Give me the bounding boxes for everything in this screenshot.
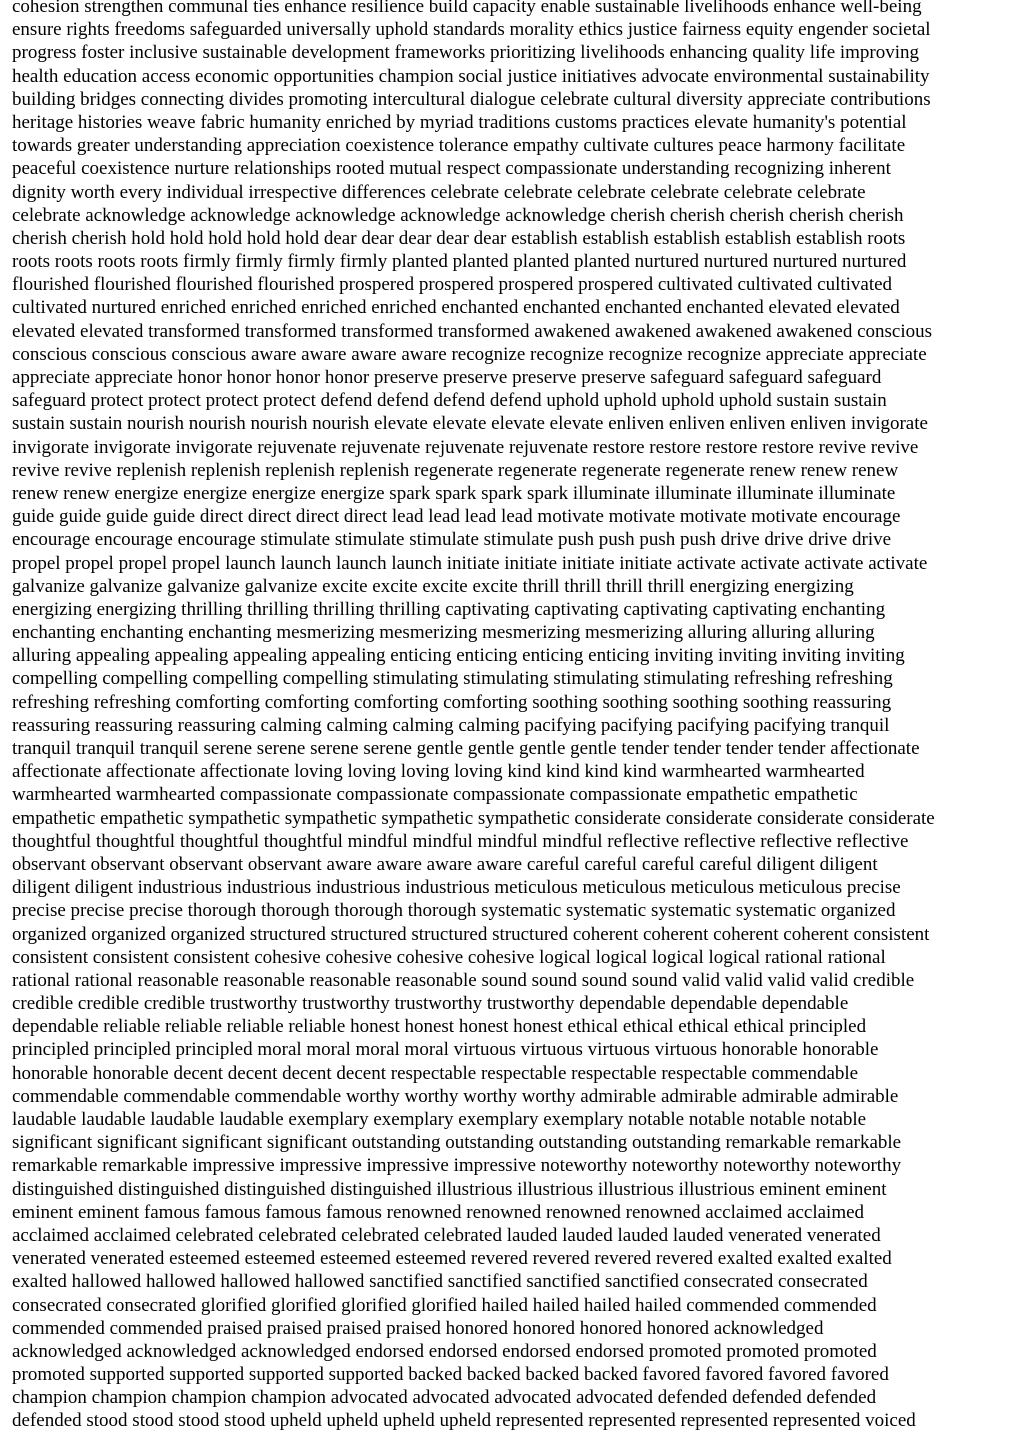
text-line: observant observant observant observant aware aware aware aware careful careful careful careful diligent diligent [12, 853, 878, 875]
text-line: credible credible credible trustworthy trustworthy trustworthy trustworthy dependable dependable dependable [12, 993, 849, 1015]
text-line: ensure rights freedoms safeguarded universally uphold standards morality ethics justice fairness equity engender societal [12, 19, 931, 41]
text-line: acclaimed acclaimed celebrated celebrated celebrated celebrated lauded lauded lauded lauded venerated venerated [12, 1224, 881, 1246]
text-line: warmhearted warmhearted compassionate compassionate compassionate compassionate empathetic empathetic [12, 784, 858, 806]
text-line: remarkable remarkable impressive impressive impressive impressive noteworthy noteworthy noteworthy noteworthy [12, 1155, 902, 1177]
text-line: compelling compelling compelling compelling stimulating stimulating stimulating stimulating refreshing refreshing [12, 668, 893, 690]
text-line: acknowledged acknowledged acknowledged endorsed endorsed endorsed endorsed promoted promoted promoted [12, 1340, 877, 1362]
text-line: defended stood stood stood stood upheld upheld upheld upheld represented represented represented represented voiced [12, 1410, 916, 1432]
text-line: affectionate affectionate affectionate loving loving loving loving kind kind kind kind warmhearted warmhearted [12, 761, 865, 783]
text-line: commended commended praised praised praised praised honored honored honored honored acknowledged [12, 1317, 824, 1339]
text-line: appreciate appreciate honor honor honor honor preserve preserve preserve preserve safeguard safeguard safeguard [12, 367, 882, 388]
text-line: refreshing refreshing comforting comforting comforting comforting soothing soothing soothing soothing reassuring [12, 691, 892, 713]
text-line: diligent diligent industrious industrious industrious industrious meticulous meticulous meticulous meticulous precise [12, 877, 901, 899]
text-line: empathetic empathetic sympathetic sympathetic sympathetic sympathetic considerate considerate considerate considerate [12, 807, 935, 829]
text-line: significant significant significant significant outstanding outstanding outstanding outstanding remarkable remarkable [12, 1132, 902, 1154]
text-line: principled principled principled moral moral moral moral virtuous virtuous virtuous virtuous honorable honorable [12, 1039, 879, 1061]
text-line: distinguished distinguished distinguished distinguished illustrious illustrious illustrious illustrious eminent eminent [12, 1178, 887, 1200]
text-line: invigorate invigorate invigorate rejuvenate rejuvenate rejuvenate rejuvenate restore restore restore restore revive revive [12, 436, 919, 458]
text-line: guide guide guide guide direct direct direct direct lead lead lead lead motivate motivate motivate motivate encourage [12, 506, 901, 528]
text-line: health education access economic opportunities champion social justice initiatives advocate environmental sustainability [12, 65, 930, 87]
text-line: safeguard protect protect protect protect defend defend defend defend uphold uphold uphold uphold sustain sustain [12, 390, 887, 412]
text-line: cherish cherish hold hold hold hold hold dear dear dear dear dear establish establish establish establish establish roots [12, 227, 906, 249]
text-line: eminent eminent famous famous famous famous renowned renowned renowned renowned acclaimed acclaimed [12, 1201, 865, 1223]
text-line: energizing energizing thrilling thrilling thrilling thrilling captivating captivating captivating captivating enchanting [12, 598, 886, 620]
text-line: peaceful coexistence nurture relationships rooted mutual respect compassionate understanding recognizing inherent [12, 158, 891, 180]
text-line: encourage encourage encourage stimulate stimulate stimulate stimulate push push push push drive drive drive drive [12, 529, 892, 551]
text-line: galvanize galvanize galvanize galvanize excite excite excite excite thrill thrill thrill thrill energizing energizing [12, 575, 854, 597]
text-line: sustain sustain nourish nourish nourish nourish elevate elevate elevate elevate enliven enliven enliven enliven invigorate [12, 413, 928, 435]
text-line: alluring appealing appealing appealing appealing enticing enticing enticing enticing inviting inviting inviting inviting [12, 645, 905, 667]
text-line: heritage histories weave fabric humanity enriched by myriad traditions customs practices elevate humanity's potential [12, 111, 907, 133]
text-line: roots roots roots roots firmly firmly firmly firmly planted planted planted planted nurtured nurtured nurtured nurtured [12, 251, 907, 273]
text-line: cohesion strengthen communal ties enhance resilience build capacity enable sustainable livelihoods enhance well-being [12, 0, 922, 17]
text-line: laudable laudable laudable laudable exemplary exemplary exemplary exemplary notable notable notable notable [12, 1109, 867, 1130]
text-line: reassuring reassuring reassuring calming calming calming calming pacifying pacifying pacifying pacifying tranquil [12, 714, 890, 736]
text-line: cultivated nurtured enriched enriched enriched enriched enchanted enchanted enchanted enchanted elevated elevated [12, 297, 900, 319]
text-line: promoted supported supported supported supported backed backed backed backed favored favored favored favored [12, 1364, 889, 1386]
text-line: flourished flourished flourished flourished prospered prospered prospered prospered cultivated cultivated cultivated [12, 274, 893, 296]
text-line: celebrate acknowledge acknowledge acknowledge acknowledge acknowledge cherish cherish cherish cherish cherish [12, 204, 904, 226]
text-line: precise precise precise thorough thorough thorough thorough systematic systematic systematic systematic organized [12, 900, 896, 922]
text-line: enchanting enchanting enchanting mesmerizing mesmerizing mesmerizing mesmerizing alluring alluring alluring [12, 622, 875, 644]
text-line: elevated elevated transformed transformed transformed transformed awakened awakened awakened awakened conscious [12, 320, 933, 342]
text-line: dependable reliable reliable reliable reliable honest honest honest honest ethical ethical ethical ethical principled [12, 1016, 867, 1038]
text-line: tranquil tranquil tranquil serene serene serene serene gentle gentle gentle gentle tender tender tender tender affectionate [12, 738, 920, 759]
text-line: propel propel propel propel launch launch launch launch initiate initiate initiate initiate activate activate activate activate [12, 552, 928, 574]
text-line: champion champion champion champion advocated advocated advocated advocated defended defended defended [12, 1387, 877, 1409]
text-line: conscious conscious conscious aware aware aware aware recognize recognize recognize recognize appreciate appreciate [12, 343, 927, 365]
text-line: exalted hallowed hallowed hallowed hallowed sanctified sanctified sanctified sanctified consecrated consecrated [12, 1271, 868, 1293]
text-line: building bridges connecting divides promoting intercultural dialogue celebrate cultural diversity appreciate contributions [12, 88, 931, 110]
text-line: organized organized organized structured structured structured structured coherent coherent coherent coherent consistent [12, 923, 930, 945]
text-line: revive revive replenish replenish replenish replenish regenerate regenerate regenerate regenerate renew renew renew [12, 459, 899, 481]
text-line: honorable honorable decent decent decent decent respectable respectable respectable respectable commendable [12, 1062, 859, 1084]
text-line: progress foster inclusive sustainable development frameworks prioritizing livelihoods enhancing quality life improving [12, 42, 920, 64]
text-line: consecrated consecrated glorified glorified glorified glorified hailed hailed hailed hailed commended commended [12, 1294, 877, 1316]
text-line: thoughtful thoughtful thoughtful thoughtful mindful mindful mindful mindful reflective reflective reflective reflective [12, 830, 909, 852]
text-line: towards greater understanding appreciation coexistence tolerance empathy cultivate cultures peace harmony facilitate [12, 135, 906, 157]
text-line: venerated venerated esteemed esteemed esteemed esteemed revered revered revered revered exalted exalted exalted [12, 1248, 892, 1270]
text-line: dignity worth every individual irrespective differences celebrate celebrate celebrate celebrate celebrate celebrate [12, 181, 866, 203]
text-line: renew renew energize energize energize energize spark spark spark spark illuminate illuminate illuminate illuminate [12, 482, 896, 504]
text-line: rational rational reasonable reasonable reasonable reasonable sound sound sound sound valid valid valid valid credible [12, 969, 915, 991]
text-line: commendable commendable commendable worthy worthy worthy worthy admirable admirable admirable admirable [12, 1085, 899, 1107]
text-line: consistent consistent consistent cohesive cohesive cohesive cohesive logical logical logical logical rational rational [12, 946, 886, 968]
